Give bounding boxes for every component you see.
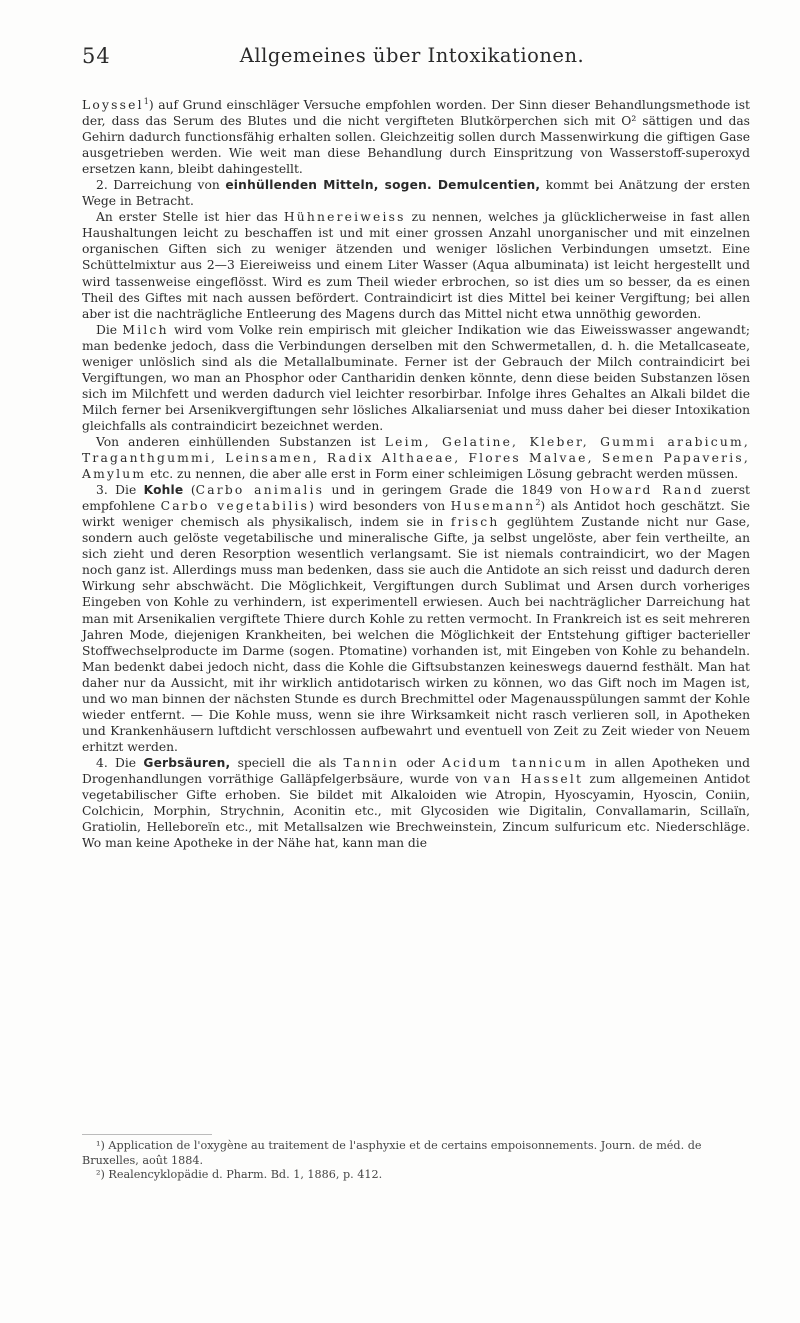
person-howard-rand: Howard Rand	[589, 483, 704, 498]
footnote-ref: 2	[535, 498, 541, 508]
paragraph-egg-white	[82, 209, 750, 321]
text-run: zuerst empfohlene	[82, 483, 750, 514]
text-run: zum allgemeinen Antidot vegetabilischer Gifte erhoben. Sie bildet mit Alkaloiden wie Atropin, Hyoscyamin, Hyoscin, Coniin, Colchicin, Morphin, Strychnin, Aconitin etc., mit Glycosiden wie Digitalin, Convallamarin, Scillaïn, Gratiolin, Helleboreïn etc., mit Metallsalzen wie Brechweinstein, Zincum sulfuricum etc. Niederschläge. Wo man keine Apotheke in der Nähe hat, kann man die	[82, 771, 750, 851]
page-number: 54	[82, 44, 111, 68]
page-header	[82, 40, 742, 70]
text-run: zu nennen, welches ja glücklicherweise in fast allen Haushaltungen leicht zu beschaffen ist und mit einer grossen Anzahl unorganischer und mit einzelnen organischen Giften sich zu weniger ätzenden und weniger löslichen Verbindungen umsetzt. Eine Schüttelmixtur aus 2—3 Eiereiweiss und einem Liter Wasser (Aqua albuminata) ist leicht hergestellt und wird tassenweise eingeflösst. Wird es zum Theil wieder erbrochen, so ist dies um so besser, da es einen Theil des Giftes mit nach aussen befördert. Contraindicirt ist dies Mittel bei keiner Vergiftung; bei allen aber ist die nachträgliche Entleerung des Magens durch das Mittel nicht etwa unnöthig geworden.	[82, 210, 751, 321]
paragraph-milk	[82, 322, 750, 434]
footnote-2	[82, 1168, 750, 1183]
text-run: in allen Apotheken und Drogenhandlungen vorräthige Galläpfelgerbsäure, wurde von	[82, 755, 751, 786]
footnote-marker: ²)	[96, 1168, 105, 1181]
text-run: oder	[399, 755, 443, 770]
paragraph-other-substances	[82, 434, 750, 482]
text-run: Von anderen einhüllenden Substanzen ist	[96, 434, 385, 449]
author-name: Loyssel	[82, 98, 144, 112]
running-title: Allgemeines über Intoxikationen.	[239, 44, 585, 67]
term-list: Leim, Gelatine, Kleber, Gummi arabicum, Traganthgummi, Leinsamen, Radix Althaeae, Flores Malvae, Semen Papaveris, Amylum	[82, 434, 750, 482]
term-frisch: frisch	[450, 515, 500, 530]
term-carbo-animalis: Carbo animalis	[195, 483, 325, 498]
text-run: ) wird besonders von	[309, 499, 451, 514]
term-tannin: Tannin	[343, 755, 400, 770]
paragraph-tannins	[82, 755, 750, 851]
paragraph-oxygen-treatment	[82, 97, 750, 177]
text-run: 3. Die	[96, 483, 144, 498]
text-run: (	[183, 483, 196, 498]
person-van-hasselt: van Hasselt	[483, 771, 584, 786]
paragraph-demulcents	[82, 177, 750, 209]
text-run: wird vom Volke rein empirisch mit gleicher Indikation wie das Eiweisswasser angewandt; man bedenke jedoch, dass die Verbindungen derselben mit den Schwermetallen, d. h. die Metallcaseate, weniger unlöslich sind als die Metallalbuminate. Ferner ist der Gebrauch der Milch contraindicirt bei Vergiftungen, wo man an Phosphor oder Cantharidin denken könnte, denn diese beiden Substanzen lösen sich im Milchfett und werden dadurch viel leichter resorbirbar. Infolge ihres Gehaltes an Alkali bildet die Milch ferner bei Arsenikvergiftungen sehr lösliches Alkaliarseniat und muss daher bei dieser Intoxikation gleichfalls als contraindicirt bezeichnet werden.	[82, 322, 750, 433]
footnote-1	[82, 1139, 750, 1168]
footnote-text: Application de l'oxygène au traitement de l'asphyxie et de certains empoisonnements. Journ. de méd. de Bruxelles, août 1884.	[82, 1139, 702, 1167]
term-carbo-vegetabilis: Carbo vegetabilis	[160, 499, 310, 514]
text-run: speciell die als	[230, 755, 344, 770]
text-run: etc. zu nennen, die aber alle erst in Form einer schleimigen Lösung gebracht werden müssen.	[146, 467, 739, 482]
text-run: Die	[96, 322, 123, 337]
paragraph-text: ) auf Grund einschläger Versuche empfohlen worden. Der Sinn dieser Behandlungsmethode ist der, dass das Serum des Blutes und die nicht vergifteten Blutkörperchen sich mit O² sättigen und das Gehirn dadurch functionsfähig erhalten sollen. Gleichzeitig sollen durch Massenwirkung die giftigen Gase ausgetrieben werden. Wie weit man diese Behandlung durch Einspritzung von Wasserstoff-superoxyd ersetzen kann, bleibt dahingestellt.	[82, 98, 750, 177]
term-egg-white: Hühnereiweiss	[283, 210, 406, 225]
footnote-text: Realencyklopädie d. Pharm. Bd. 1, 1886, p. 412.	[104, 1168, 383, 1181]
text-run: 2. Darreichung von	[96, 178, 226, 193]
section-heading-charcoal: Kohle	[143, 483, 184, 498]
text-run: kommt bei Anätzung der ersten Wege in Betracht.	[82, 178, 751, 209]
footnote-ref: 1	[143, 96, 149, 106]
text-run: und in geringem Grade die 1849 von	[324, 483, 590, 498]
text-run: ) als Antidot hoch geschätzt. Sie wirkt weniger chemisch als physikalisch, indem sie in	[82, 499, 750, 530]
term-milk: Milch	[122, 322, 169, 337]
person-husemann: Husemann	[450, 499, 536, 514]
footnote-marker: ¹)	[96, 1139, 105, 1152]
section-heading-tannins: Gerbsäuren,	[143, 755, 231, 770]
text-run: 4. Die	[96, 755, 144, 770]
text-run: geglühtem Zustande nicht nur Gase, sondern auch gelöste vegetabilische und mineralische Gifte, ja selbst ungelöste, aber fein vertheilte, an sich zieht und deren Resorption wesentlich verlangsamt. Sie ist niemals contraindicirt, wo der Magen noch ganz ist. Allerdings muss man bedenken, dass sie auch die Antidote an sich reisst und dadurch deren Wirkung sehr abschwächt. Die Möglichkeit, Vergiftungen durch Sublimat und Arsen durch vorheriges Eingeben von Kohle zu verhindern, ist experimentell erwiesen. Auch bei nachträglicher Darreichung hat man mit Arsenikalien vergiftete Thiere durch Kohle zu retten vermocht. In Frankreich ist es seit mehreren Jahren Mode, diejenigen Krankheiten, bei welchen die Möglichkeit der Entstehung giftiger bacterieller Stoffwechselproducte im Darme (sogen. Ptomatine) vorhanden ist, mit Eingeben von Kohle zu behandeln. Man bedenkt dabei jedoch nicht, dass die Kohle die Giftsubstanzen keineswegs dauernd festhält. Man hat daher nur da Aussicht, mit ihr wirklich antidotarisch wirken zu können, wo das Gift noch im Magen ist, und wo man binnen der nächsten Stunde es durch Brechmittel oder Magenausspülungen sammt der Kohle wieder entfernt. — Die Kohle muss, wenn sie ihre Wirksamkeit nicht rasch verlieren soll, in Apotheken und Krankenhäusern luftdicht verschlossen aufbewahrt und eventuell von Zeit zu Zeit wieder von Neuem erhitzt werden.	[82, 515, 751, 754]
body-text	[82, 97, 750, 851]
footnotes	[82, 1139, 750, 1183]
paragraph-charcoal	[82, 482, 750, 755]
footnote-divider	[82, 1134, 212, 1135]
text-run: An erster Stelle ist hier das	[96, 210, 284, 225]
term-acidum-tannicum: Acidum tannicum	[442, 755, 588, 770]
section-heading-demulcents: einhüllenden Mitteln, sogen. Demulcentien,	[225, 178, 541, 193]
